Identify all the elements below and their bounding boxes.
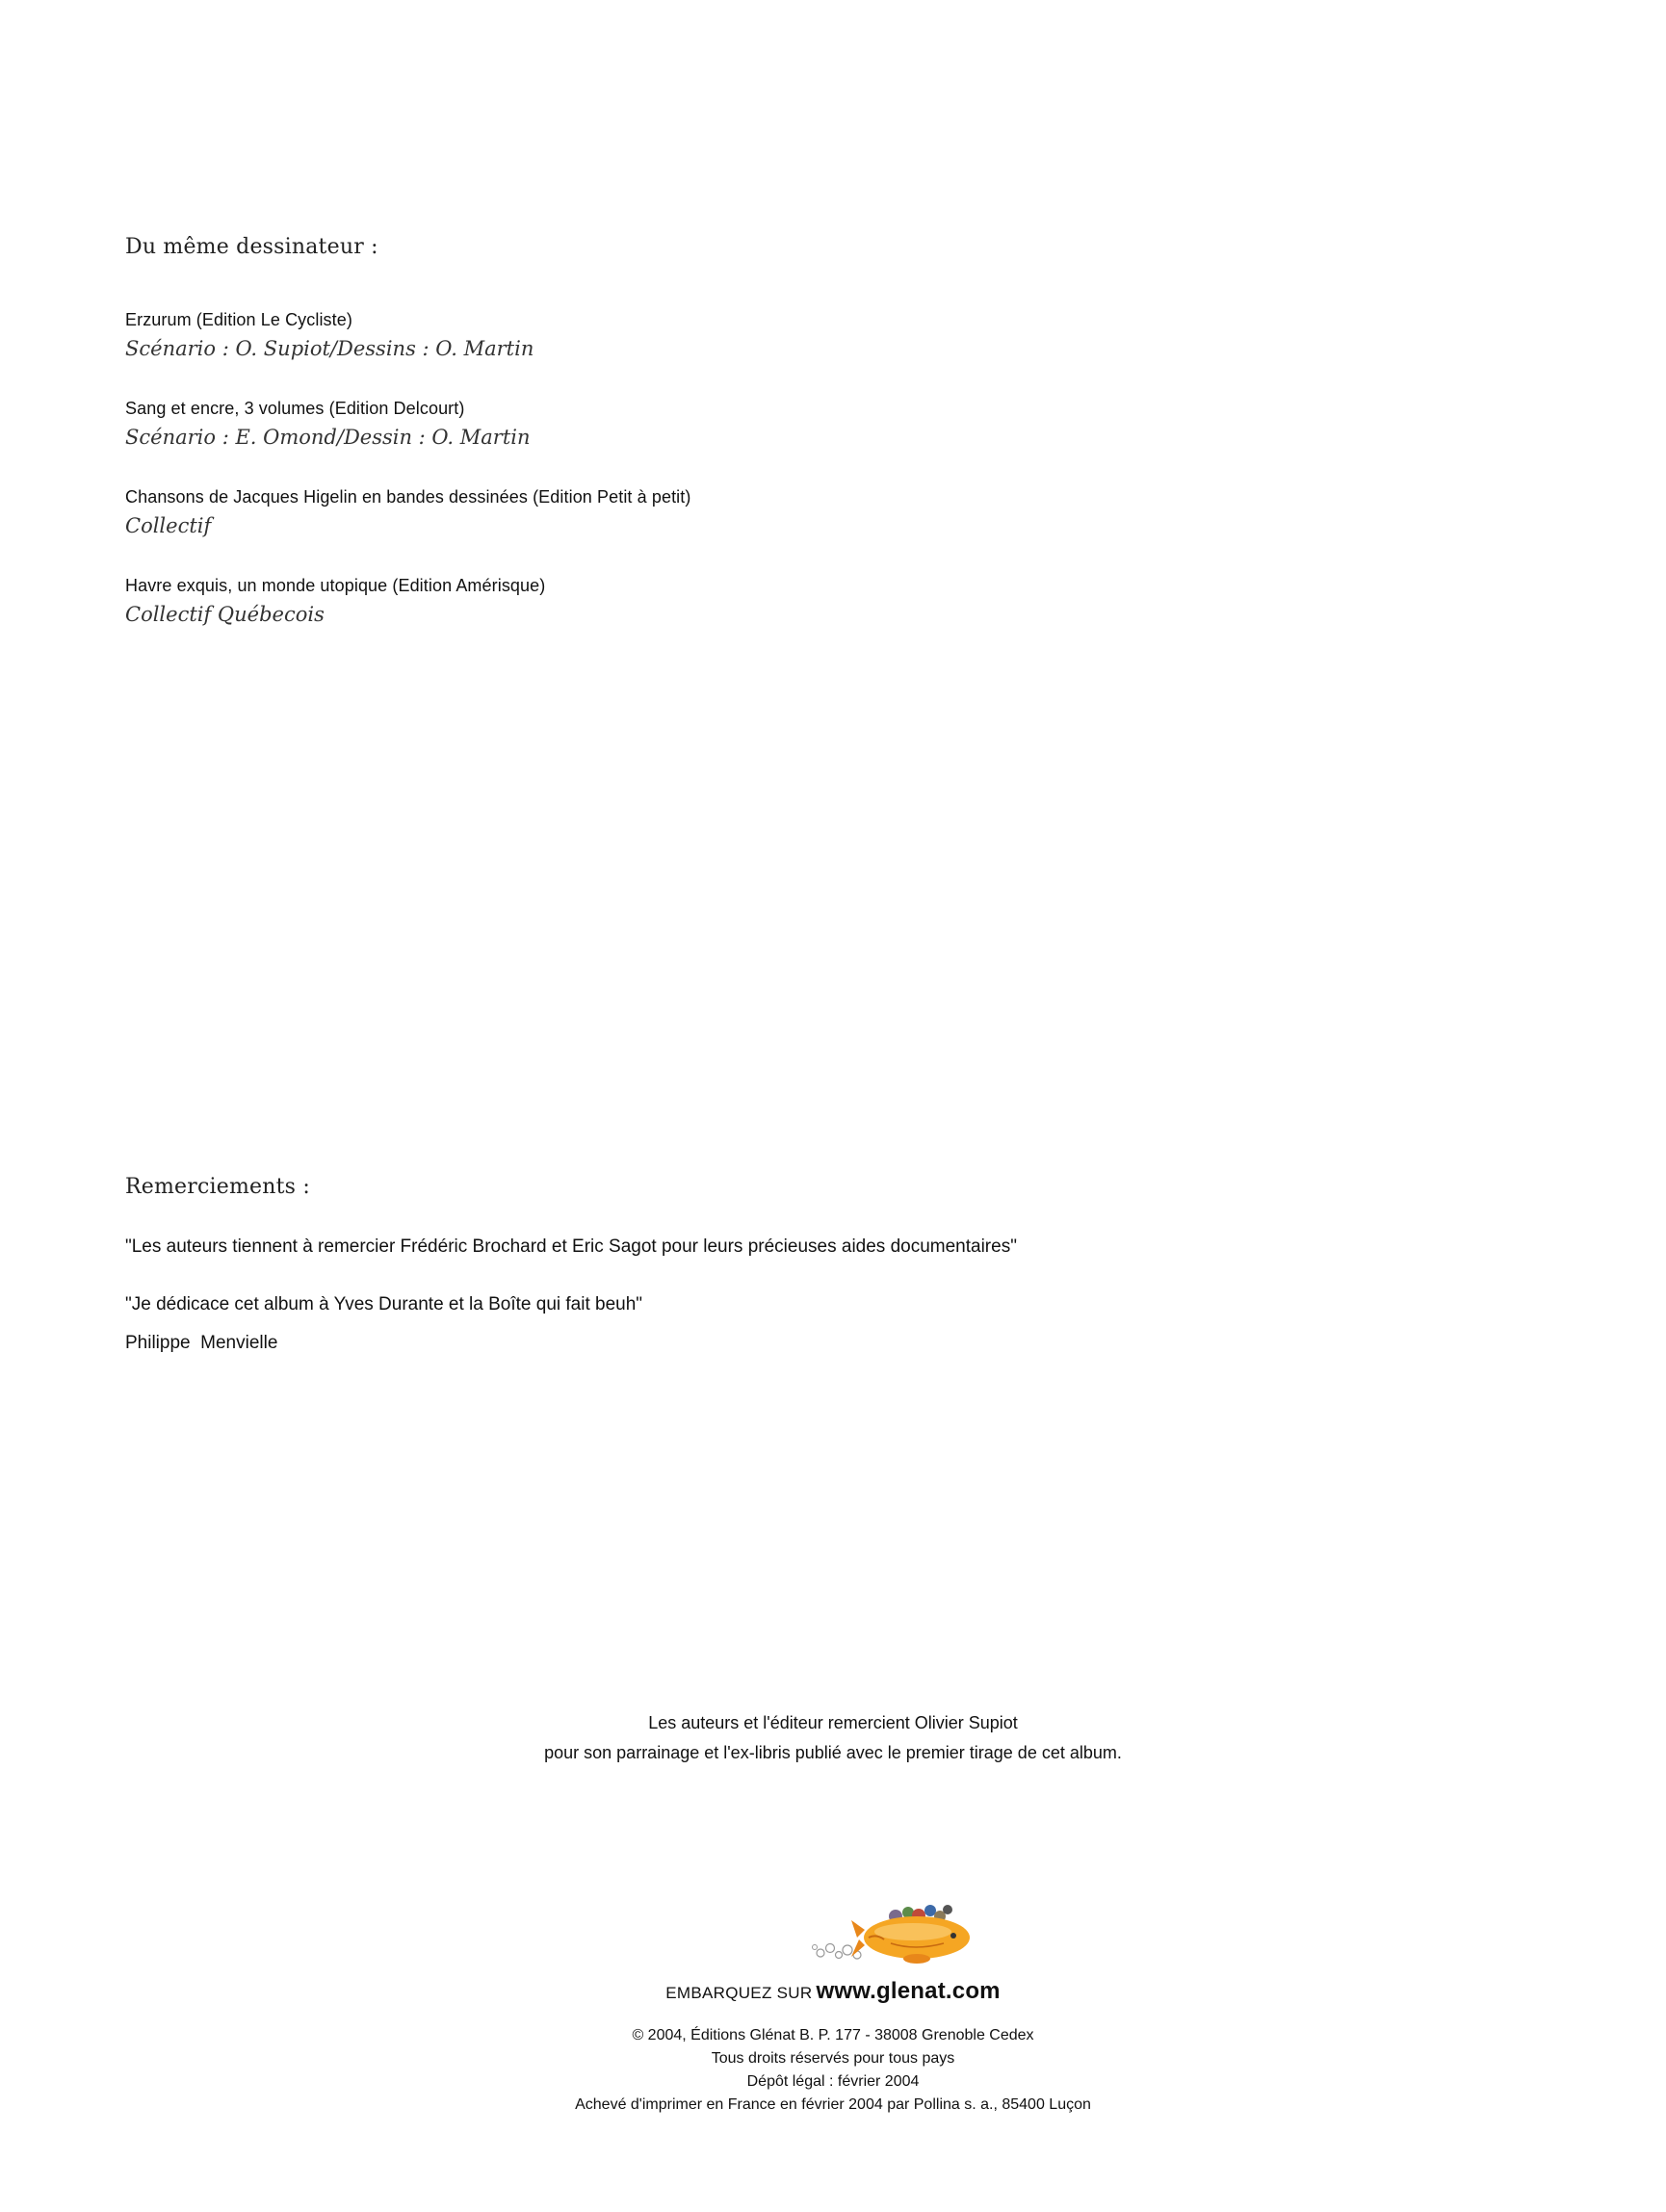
book-title-2: Sang et encre, 3 volumes (Edition Delcourt)	[125, 399, 465, 418]
signature: Philippe Menvielle	[125, 1333, 278, 1353]
book-credit-4: Collectif Québecois	[125, 603, 325, 626]
legal-block	[0, 2024, 1666, 2117]
acknowledgement-quote-1: "Les auteurs tiennent à remercier Frédéric Brochard et Eric Sagot pour leurs précieuses aides documentaires"	[125, 1236, 1017, 1257]
printing-line: Achevé d'imprimer en France en février 2004 par Pollina s. a., 85400 Luçon	[575, 2096, 1091, 2113]
acknowledgements-heading: Remerciements :	[125, 1175, 310, 1199]
dedication-quote: "Je dédicace cet album à Yves Durante et la Boîte qui fait beuh"	[125, 1294, 643, 1314]
book-credit-1: Scénario : O. Supiot/Dessins : O. Martin	[125, 337, 534, 360]
book-title-4: Havre exquis, un monde utopique (Edition Amérisque)	[125, 576, 546, 595]
sponsor-block	[0, 1708, 1666, 1768]
glenat-airship-logo	[809, 1897, 977, 1974]
sponsor-line-2: pour son parrainage et l'ex-libris publié avec le premier tirage de cet album.	[544, 1743, 1122, 1762]
publisher-url-link[interactable]: www.glenat.com	[816, 1978, 1001, 2004]
book-title-1: Erzurum (Edition Le Cycliste)	[125, 310, 352, 329]
embark-label: EMBARQUEZ SUR	[665, 1984, 813, 2002]
legal-deposit-line: Dépôt légal : février 2004	[746, 2073, 920, 2090]
bibliography-heading: Du même dessinateur :	[125, 235, 378, 259]
book-credit-3: Collectif	[125, 514, 212, 537]
copyright-line: © 2004, Éditions Glénat B. P. 177 - 38008 Grenoble Cedex	[632, 2027, 1034, 2043]
rights-line: Tous droits réservés pour tous pays	[711, 2050, 955, 2067]
book-credit-2: Scénario : E. Omond/Dessin : O. Martin	[125, 426, 531, 449]
book-title-3: Chansons de Jacques Higelin en bandes dessinées (Edition Petit à petit)	[125, 487, 691, 507]
embark-line	[0, 1978, 1666, 2005]
sponsor-line-1: Les auteurs et l'éditeur remercient Olivier Supiot	[648, 1713, 1018, 1732]
